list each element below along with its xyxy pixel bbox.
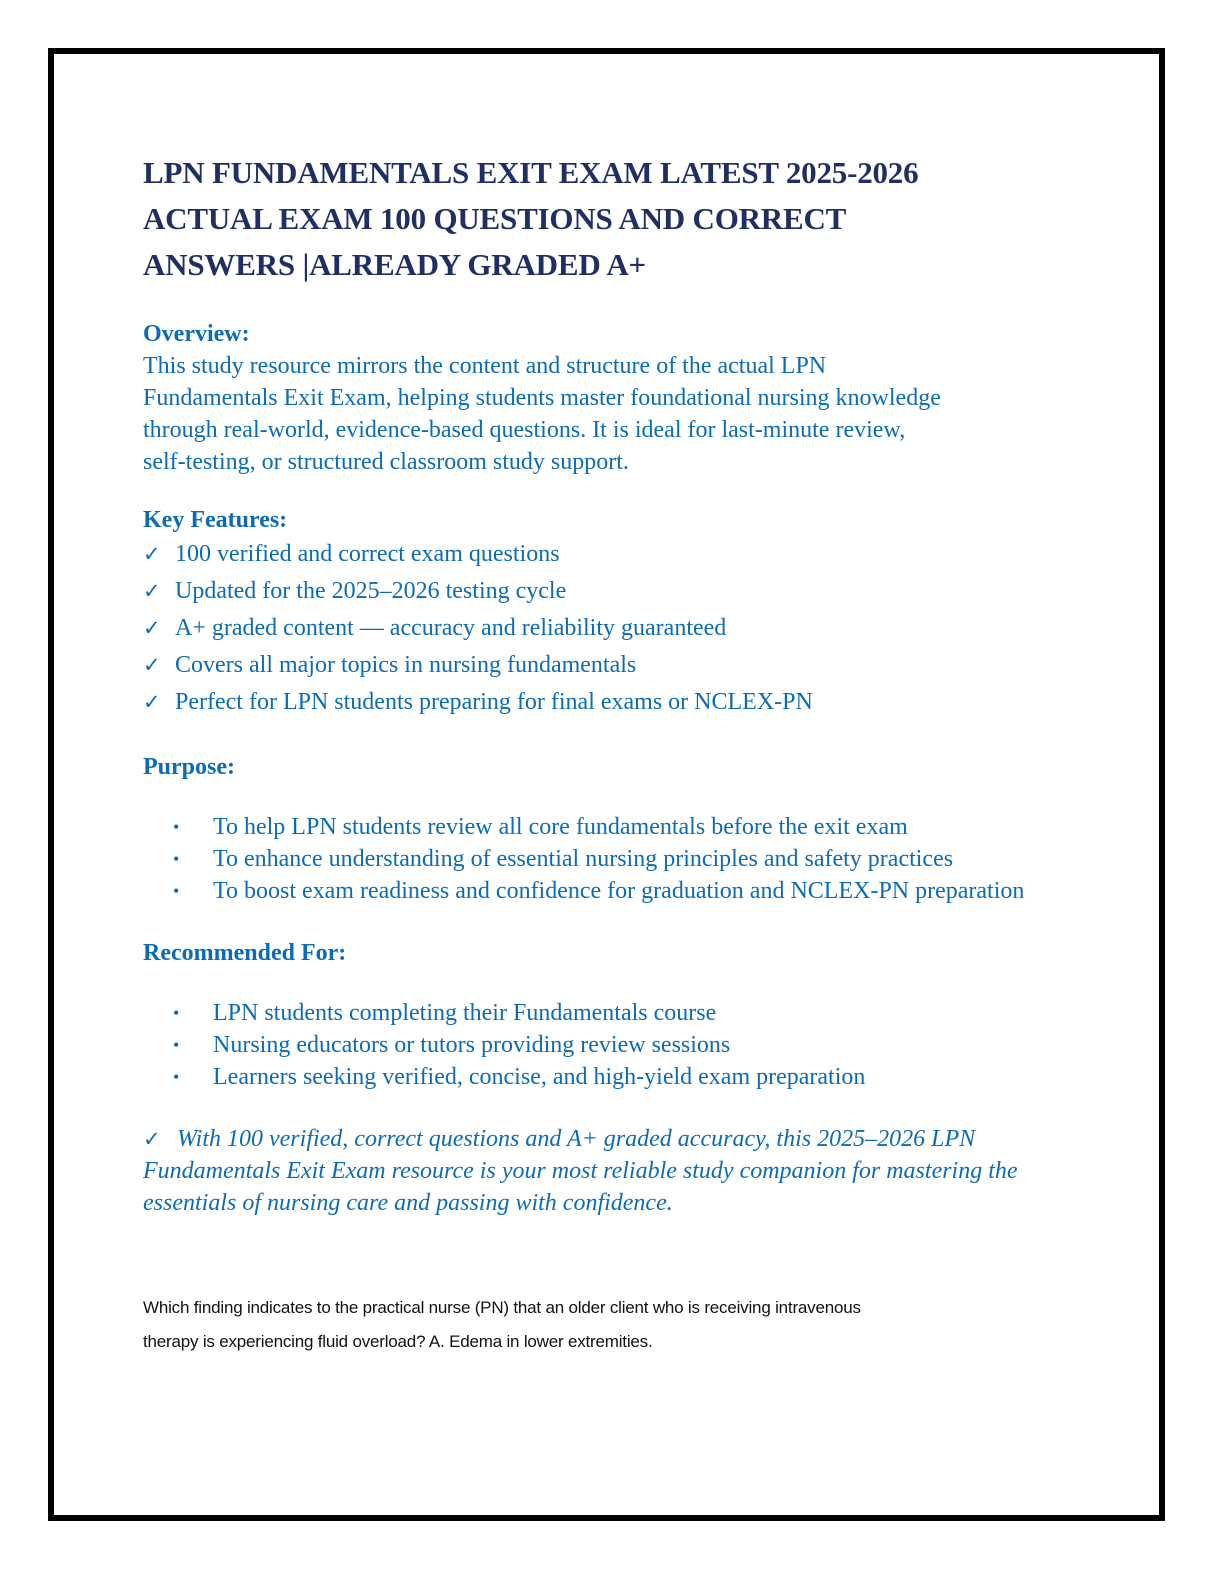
- key-features-heading: Key Features:: [143, 507, 288, 533]
- check-mark-icon: ✓: [143, 542, 161, 566]
- check-mark-icon: ✓: [143, 579, 161, 603]
- recommended-list: [143, 997, 1083, 1093]
- purpose-item: • To boost exam readiness and confidence for graduation and NCLEX-PN preparation: [213, 875, 1043, 907]
- check-mark-icon: ✓: [143, 616, 161, 640]
- key-features-section: [143, 504, 1083, 721]
- feature-item: ✓ A+ graded content — accuracy and reliability guaranteed: [143, 610, 1083, 647]
- overview-line: through real-world, evidence-based questions. It is ideal for last-minute review,: [143, 417, 906, 443]
- question-block: [143, 1291, 1083, 1359]
- purpose-section: [143, 751, 1083, 907]
- feature-item: ✓ Covers all major topics in nursing fundamentals: [143, 647, 1083, 684]
- feature-item: ✓ Perfect for LPN students preparing for final exams or NCLEX-PN: [143, 684, 1083, 721]
- recommended-item: • LPN students completing their Fundamentals course: [213, 997, 1083, 1029]
- purpose-item: • To help LPN students review all core fundamentals before the exit exam: [213, 811, 1083, 843]
- question-line: Which finding indicates to the practical nurse (PN) that an older client who is receiving intravenous: [143, 1298, 861, 1317]
- document-title: [143, 150, 1083, 288]
- title-line: ACTUAL EXAM 100 QUESTIONS AND CORRECT: [143, 201, 847, 236]
- title-line: LPN FUNDAMENTALS EXIT EXAM LATEST 2025-2026: [143, 155, 919, 190]
- title-line: ANSWERS |ALREADY GRADED A+: [143, 247, 647, 282]
- check-mark-icon: ✓: [143, 1127, 161, 1151]
- purpose-list: [143, 811, 1083, 907]
- overview-line: self-testing, or structured classroom study support.: [143, 449, 629, 475]
- question-line: therapy is experiencing fluid overload? A. Edema in lower extremities.: [143, 1332, 653, 1351]
- check-mark-icon: ✓: [143, 690, 161, 714]
- overview-heading: Overview:: [143, 321, 250, 347]
- check-mark-icon: ✓: [143, 653, 161, 677]
- overview-line: Fundamentals Exit Exam, helping students master foundational nursing knowledge: [143, 385, 941, 411]
- closing-note: ✓ With 100 verified, correct questions and A+ graded accuracy, this 2025–2026 LPN Fundamentals Exit Exam resource is your most reliable study companion for mastering the essentials of nursing care and passing with confidence.: [143, 1123, 1073, 1219]
- feature-item: ✓ Updated for the 2025–2026 testing cycle: [143, 573, 1083, 610]
- recommended-section: [143, 937, 1083, 1093]
- overview-line: This study resource mirrors the content and structure of the actual LPN: [143, 353, 827, 379]
- recommended-item: • Nursing educators or tutors providing review sessions: [213, 1029, 1083, 1061]
- purpose-item: • To enhance understanding of essential nursing principles and safety practices: [213, 843, 993, 875]
- overview-section: [143, 318, 1083, 478]
- feature-item: ✓ 100 verified and correct exam questions: [143, 536, 1083, 573]
- recommended-heading: Recommended For:: [143, 940, 347, 966]
- document-content: [143, 150, 1083, 1359]
- recommended-item: • Learners seeking verified, concise, and high-yield exam preparation: [213, 1061, 1083, 1093]
- purpose-heading: Purpose:: [143, 754, 235, 780]
